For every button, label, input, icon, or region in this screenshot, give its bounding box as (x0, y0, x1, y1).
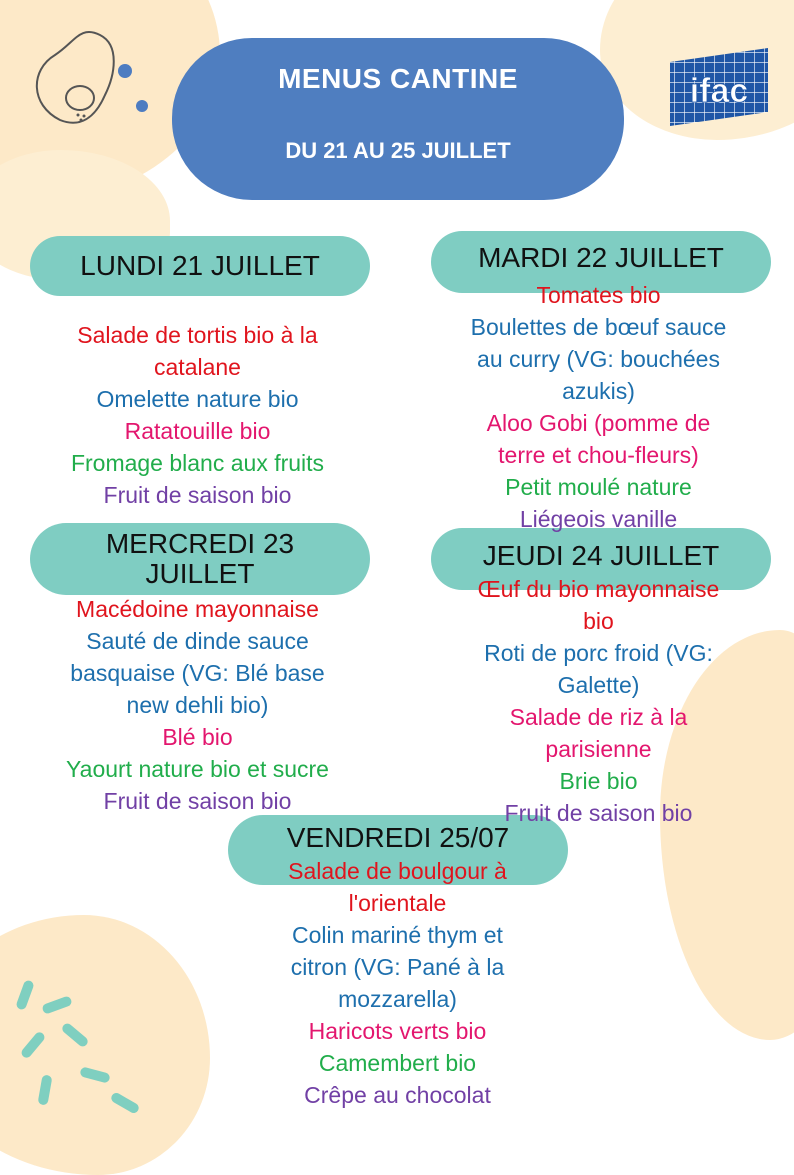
dish-side: Blé bio (162, 724, 233, 750)
dish-dessert: Fruit de saison bio (103, 482, 292, 508)
dish-main: Sauté de dinde sauce (86, 628, 309, 654)
dish-main: au curry (VG: bouchées (477, 346, 720, 372)
day-title-wednesday: MERCREDI 23 JUILLET (30, 523, 370, 595)
menu-friday (220, 855, 575, 1111)
dish-side: Haricots verts bio (308, 1018, 487, 1044)
page-title: MENUS CANTINE (278, 63, 518, 94)
dish-dairy: Yaourt nature bio et sucre (66, 756, 329, 782)
dish-starter: Salade de boulgour à (288, 858, 507, 884)
dish-side: Salade de riz à la (509, 704, 688, 730)
dish-main: new dehli bio) (126, 692, 269, 718)
dish-side: parisienne (545, 736, 652, 762)
date-range: DU 21 AU 25 JUILLET (285, 138, 511, 163)
header-banner (172, 38, 624, 200)
dish-starter: catalane (154, 354, 241, 380)
day-title-tuesday: MARDI 22 JUILLET (431, 231, 771, 293)
dish-main: azukis) (562, 378, 635, 404)
dish-starter: Œuf du bio mayonnaise (477, 576, 720, 602)
day-title-thursday: JEUDI 24 JUILLET (431, 528, 771, 590)
dish-side: terre et chou-fleurs) (498, 442, 699, 468)
ifac-logo (664, 42, 774, 130)
dish-main: citron (VG: Pané à la (290, 954, 505, 980)
dish-main: mozzarella) (338, 986, 457, 1012)
menu-monday (20, 319, 375, 511)
menu-tuesday (420, 279, 777, 535)
dish-side: Ratatouille bio (124, 418, 271, 444)
dish-dairy: Petit moulé nature (505, 474, 692, 500)
dish-main: Boulettes de bœuf sauce (470, 314, 727, 340)
dish-main: Omelette nature bio (96, 386, 299, 412)
dish-main: Roti de porc froid (VG: (484, 640, 713, 666)
dish-starter: l'orientale (348, 890, 447, 916)
dish-dessert: Fruit de saison bio (103, 788, 292, 814)
decor-dot (136, 100, 148, 112)
dish-main: basquaise (VG: Blé base (70, 660, 325, 686)
dish-starter: Macédoine mayonnaise (76, 596, 319, 622)
day-title-friday: VENDREDI 25/07 (228, 815, 568, 885)
dish-dairy: Camembert bio (318, 1050, 477, 1076)
menu-thursday (420, 573, 777, 829)
dish-starter: bio (583, 608, 614, 634)
dish-starter: Salade de tortis bio à la (77, 322, 318, 348)
dish-main: Colin mariné thym et (292, 922, 503, 948)
menu-wednesday (20, 593, 375, 817)
dish-starter: Tomates bio (536, 282, 661, 308)
dish-dairy: Fromage blanc aux fruits (70, 450, 325, 476)
decor-dot (118, 64, 132, 78)
dish-dessert: Liégeois vanille (519, 506, 678, 532)
svg-text:ifac: ifac (689, 72, 749, 110)
dish-side: Aloo Gobi (pomme de (486, 410, 711, 436)
dish-dairy: Brie bio (559, 768, 638, 794)
dish-dessert: Crêpe au chocolat (304, 1082, 491, 1108)
dish-main: Galette) (557, 672, 640, 698)
day-title-monday: LUNDI 21 JUILLET (30, 236, 370, 296)
dish-dessert: Fruit de saison bio (504, 800, 693, 826)
avocado-icon (20, 20, 140, 140)
